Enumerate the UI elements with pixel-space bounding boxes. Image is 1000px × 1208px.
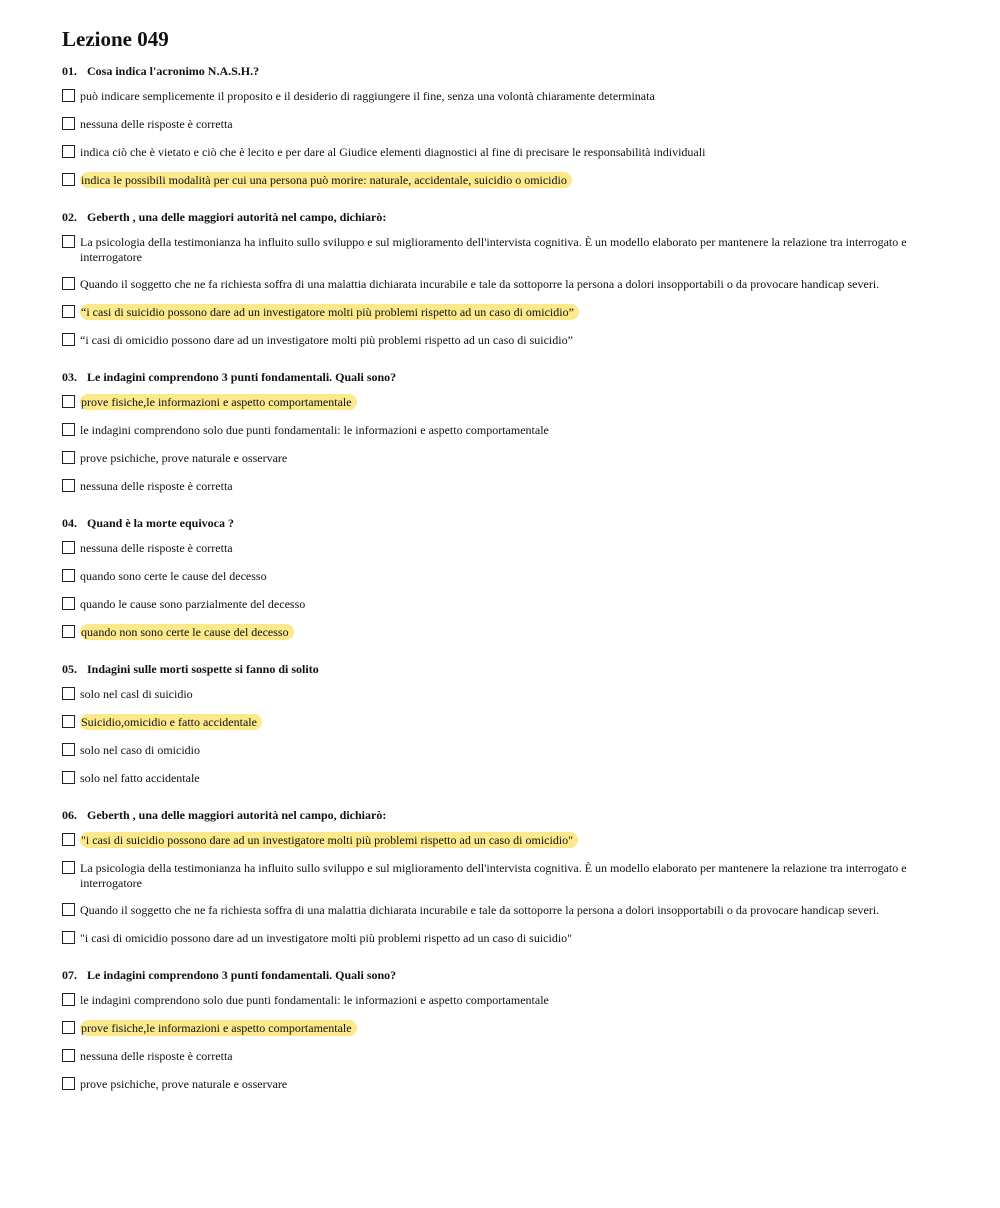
answer-option[interactable] [62, 423, 938, 439]
answer-option[interactable] [62, 1077, 938, 1093]
answer-text: solo nel caso di omicidio [80, 743, 200, 758]
question-heading [62, 807, 938, 823]
answer-option[interactable] [62, 861, 938, 891]
answer-text: prove psichiche, prove naturale e osservare [80, 451, 288, 466]
answer-checkbox[interactable] [62, 333, 75, 346]
answer-text: quando sono certe le cause del decesso [80, 569, 267, 584]
answer-option[interactable] [62, 743, 938, 759]
answer-checkbox[interactable] [62, 479, 75, 492]
question-block [62, 209, 938, 349]
question-text: Cosa indica l'acronimo N.A.S.H.? [87, 64, 260, 79]
answer-text: nessuna delle risposte è corretta [80, 1049, 233, 1064]
answer-option[interactable] [62, 903, 938, 919]
answer-text: "i casi di omicidio possono dare ad un investigatore molti più problemi rispetto ad un caso di suicidio" [80, 931, 573, 946]
question-text: Geberth , una delle maggiori autorità nel campo, dichiarò: [87, 808, 387, 823]
answer-checkbox[interactable] [62, 173, 75, 186]
answer-text: La psicologia della testimonianza ha influito sullo sviluppo e sul miglioramento dell'intervista cognitiva. È un modello elaborato per mantenere la relazione tra interrogato e interrogatore [80, 861, 907, 891]
answer-checkbox[interactable] [62, 903, 75, 916]
answer-option[interactable] [62, 569, 938, 585]
answer-text: le indagini comprendono solo due punti fondamentali: le informazioni e aspetto comportamentale [80, 423, 549, 438]
answer-checkbox[interactable] [62, 1077, 75, 1090]
answer-option[interactable] [62, 451, 938, 467]
answer-option[interactable] [62, 931, 938, 947]
answer-option[interactable] [62, 145, 938, 161]
answer-checkbox[interactable] [62, 771, 75, 784]
answer-option[interactable] [62, 277, 938, 293]
answer-checkbox[interactable] [62, 1049, 75, 1062]
question-text: Indagini sulle morti sospette si fanno di solito [87, 662, 319, 677]
answer-option[interactable] [62, 715, 938, 731]
answer-option[interactable] [62, 305, 938, 321]
question-block [62, 63, 938, 189]
answer-checkbox[interactable] [62, 305, 75, 318]
answer-checkbox[interactable] [62, 715, 75, 728]
answer-option[interactable] [62, 1049, 938, 1065]
answer-text: solo nel fatto accidentale [80, 771, 200, 786]
answer-text: nessuna delle risposte è corretta [80, 541, 233, 556]
answer-checkbox[interactable] [62, 569, 75, 582]
answer-option[interactable] [62, 479, 938, 495]
answer-checkbox[interactable] [62, 395, 75, 408]
answer-text-highlighted: “i casi di suicidio possono dare ad un investigatore molti più problemi rispetto ad un caso di omicidio” [80, 304, 579, 320]
answer-text: “i casi di omicidio possono dare ad un investigatore molti più problemi rispetto ad un caso di suicidio” [80, 333, 573, 348]
question-heading [62, 967, 938, 983]
answer-text-highlighted: "i casi di suicidio possono dare ad un investigatore molti più problemi rispetto ad un caso di omicidio" [80, 832, 578, 848]
answer-text: nessuna delle risposte è corretta [80, 117, 233, 132]
answer-checkbox[interactable] [62, 235, 75, 248]
question-block [62, 369, 938, 495]
answer-option[interactable] [62, 235, 938, 265]
question-text: Le indagini comprendono 3 punti fondamentali. Quali sono? [87, 968, 397, 983]
lesson-title: Lezione 049 [62, 27, 169, 51]
answer-text: solo nel casl di suicidio [80, 687, 193, 702]
answer-checkbox[interactable] [62, 687, 75, 700]
question-heading [62, 209, 938, 225]
answer-option[interactable] [62, 833, 938, 849]
answer-option[interactable] [62, 597, 938, 613]
question-text: Le indagini comprendono 3 punti fondamentali. Quali sono? [87, 370, 397, 385]
question-number: 07. [62, 968, 77, 983]
answer-text: quando le cause sono parzialmente del decesso [80, 597, 306, 612]
answer-checkbox[interactable] [62, 145, 75, 158]
answer-checkbox[interactable] [62, 597, 75, 610]
question-number: 03. [62, 370, 77, 385]
answer-text: le indagini comprendono solo due punti fondamentali: le informazioni e aspetto comportamentale [80, 993, 549, 1008]
answer-text: può indicare semplicemente il proposito e il desiderio di raggiungere il fine, senza una volontà chiaramente determinata [80, 89, 655, 104]
question-heading [62, 63, 938, 79]
answer-checkbox[interactable] [62, 743, 75, 756]
answer-checkbox[interactable] [62, 89, 75, 102]
question-block [62, 807, 938, 947]
answer-option[interactable] [62, 395, 938, 411]
question-list [62, 63, 938, 1093]
answer-checkbox[interactable] [62, 451, 75, 464]
question-number: 04. [62, 516, 77, 531]
question-number: 06. [62, 808, 77, 823]
answer-option[interactable] [62, 89, 938, 105]
answer-checkbox[interactable] [62, 931, 75, 944]
answer-checkbox[interactable] [62, 541, 75, 554]
answer-text: indica ciò che è vietato e ciò che è lecito e per dare al Giudice elementi diagnostici al fine di precisare le responsabilità individuali [80, 145, 706, 160]
answer-checkbox[interactable] [62, 1021, 75, 1034]
answer-checkbox[interactable] [62, 861, 75, 874]
question-text: Quand è la morte equivoca ? [87, 516, 234, 531]
answer-option[interactable] [62, 541, 938, 557]
answer-option[interactable] [62, 625, 938, 641]
answer-checkbox[interactable] [62, 833, 75, 846]
question-block [62, 967, 938, 1093]
answer-checkbox[interactable] [62, 423, 75, 436]
question-number: 02. [62, 210, 77, 225]
answer-text: Quando il soggetto che ne fa richiesta soffra di una malattia dichiarata incurabile e tale da sottoporre la persona a dolori insopportabili o da provocare handicap severi. [80, 903, 880, 918]
question-text: Geberth , una delle maggiori autorità nel campo, dichiarò: [87, 210, 387, 225]
answer-option[interactable] [62, 117, 938, 133]
answer-text-highlighted: prove fisiche,le informazioni e aspetto comportamentale [80, 1020, 357, 1036]
answer-checkbox[interactable] [62, 993, 75, 1006]
answer-option[interactable] [62, 173, 938, 189]
answer-checkbox[interactable] [62, 277, 75, 290]
answer-option[interactable] [62, 1021, 938, 1037]
answer-text: nessuna delle risposte è corretta [80, 479, 233, 494]
answer-option[interactable] [62, 993, 938, 1009]
answer-text: Quando il soggetto che ne fa richiesta soffra di una malattia dichiarata incurabile e tale da sottoporre la persona a dolori insopportabili o da provocare handicap severi. [80, 277, 880, 292]
question-block [62, 661, 938, 787]
question-number: 05. [62, 662, 77, 677]
answer-text-highlighted: prove fisiche,le informazioni e aspetto comportamentale [80, 394, 357, 410]
answer-text: prove psichiche, prove naturale e osservare [80, 1077, 288, 1092]
answer-option[interactable] [62, 771, 938, 787]
question-heading [62, 369, 938, 385]
answer-text-highlighted: indica le possibili modalità per cui una persona può morire: naturale, accidentale, suicidio o omicidio [80, 172, 572, 188]
answer-option[interactable] [62, 333, 938, 349]
question-block [62, 515, 938, 641]
answer-text: La psicologia della testimonianza ha influito sullo sviluppo e sul miglioramento dell'intervista cognitiva. È un modello elaborato per mantenere la relazione tra interrogato e interrogatore [80, 235, 907, 265]
answer-option[interactable] [62, 687, 938, 703]
answer-text-highlighted: Suicidio,omicidio e fatto accidentale [80, 714, 262, 730]
answer-text-highlighted: quando non sono certe le cause del decesso [80, 624, 294, 640]
answer-checkbox[interactable] [62, 117, 75, 130]
question-heading [62, 515, 938, 531]
answer-checkbox[interactable] [62, 625, 75, 638]
question-heading [62, 661, 938, 677]
question-number: 01. [62, 64, 77, 79]
